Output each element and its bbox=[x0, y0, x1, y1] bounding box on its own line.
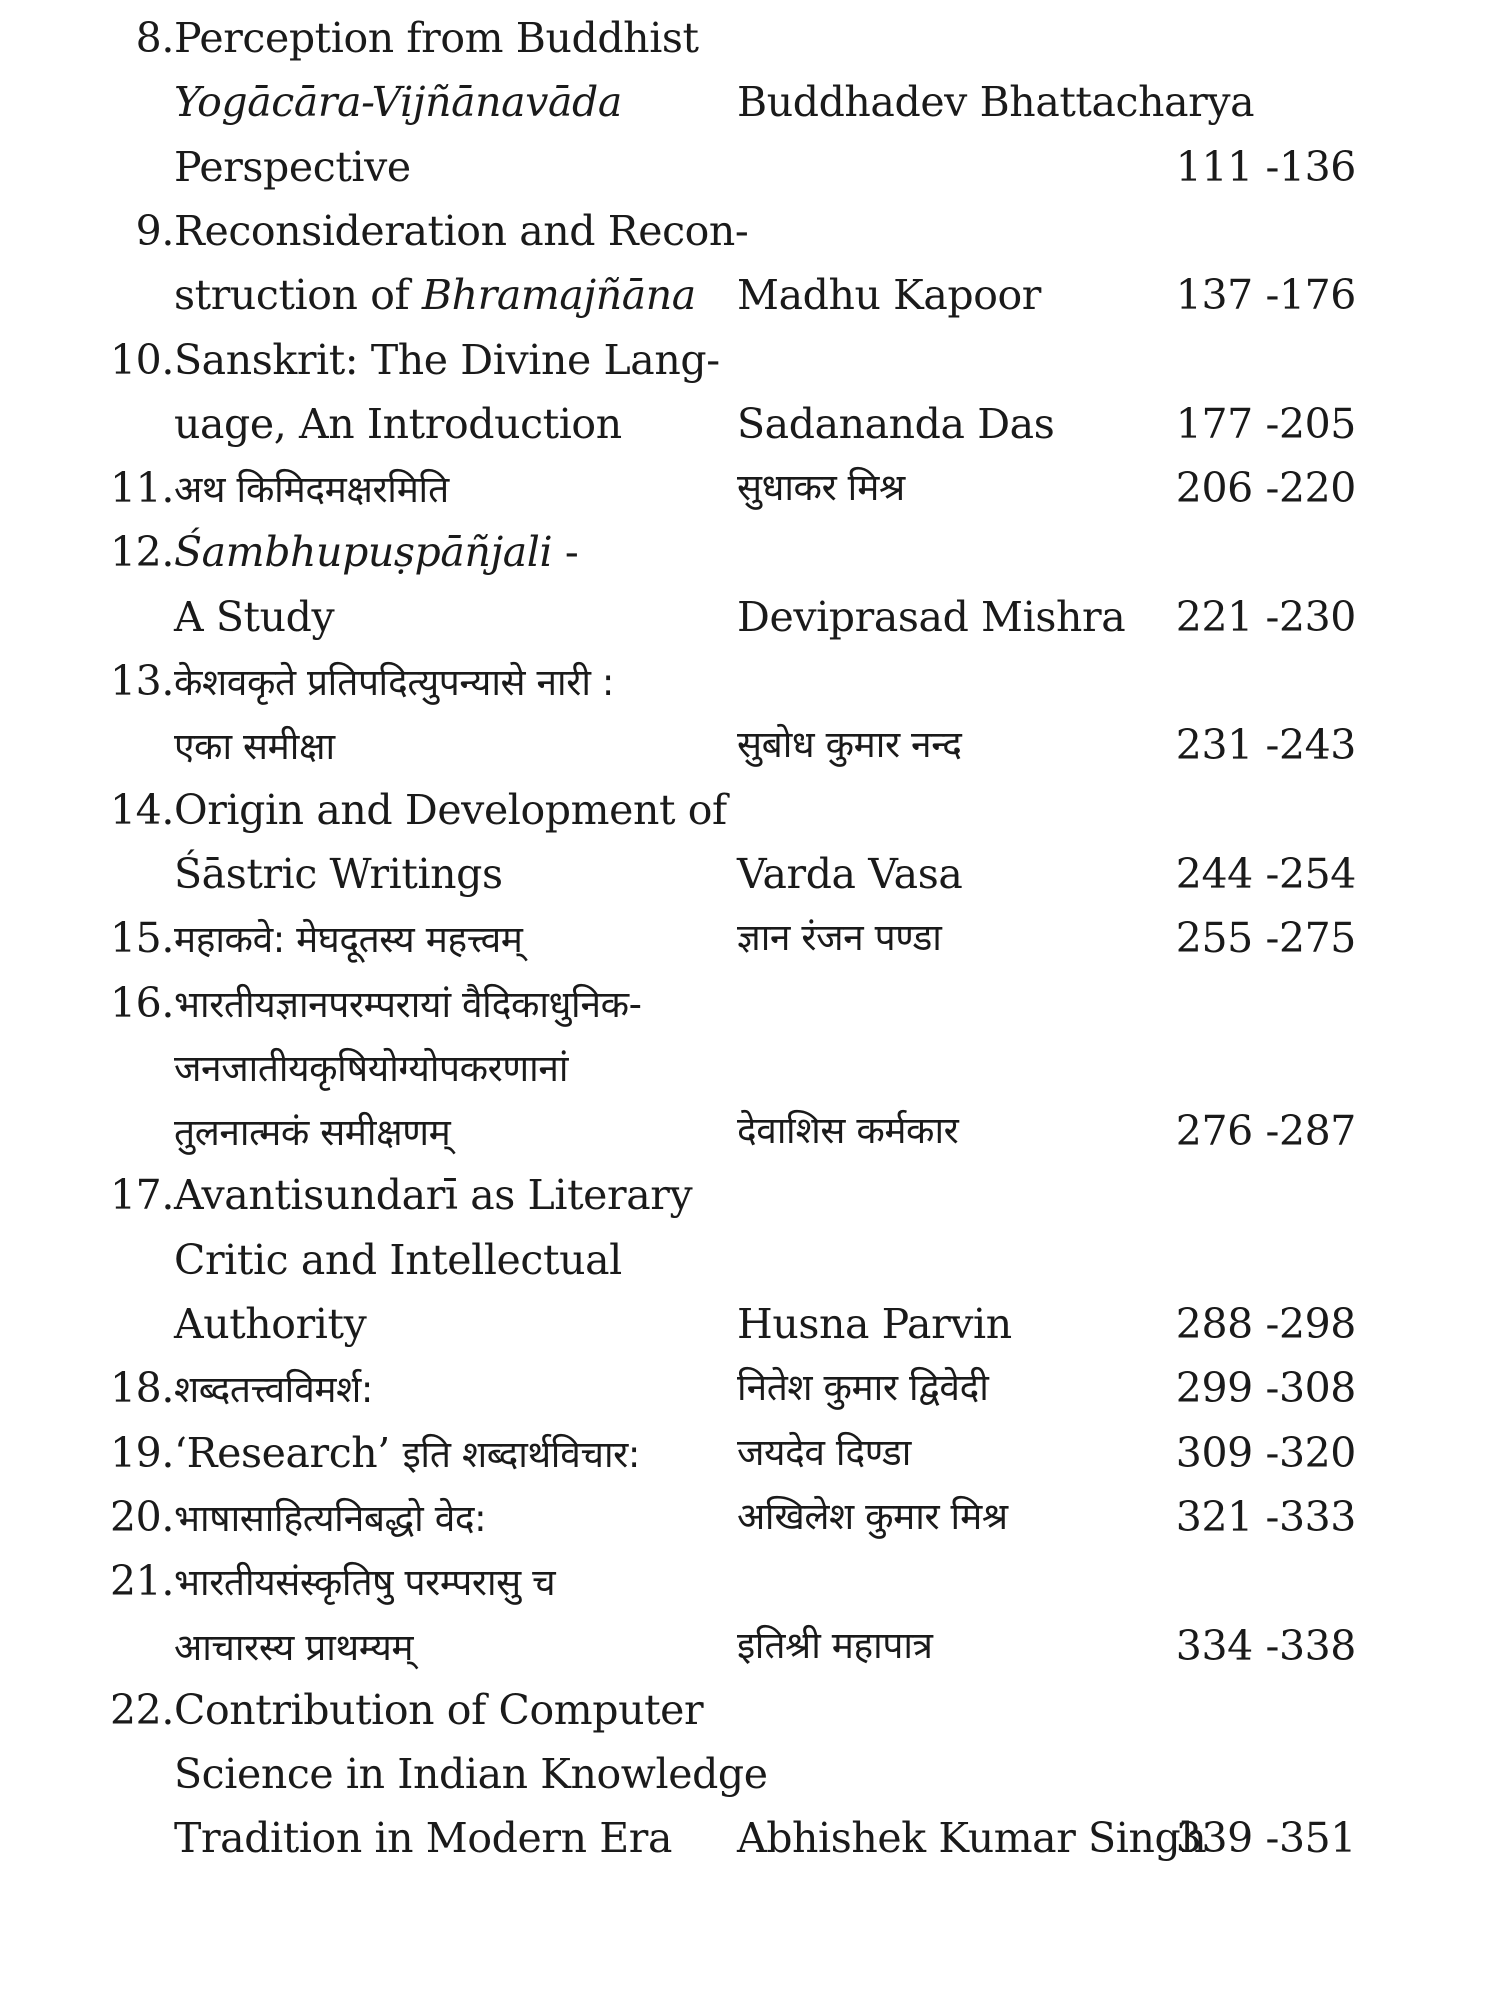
entry-number: 14. bbox=[109, 785, 174, 834]
toc-line bbox=[0, 1356, 1500, 1420]
entry-title-line bbox=[174, 1742, 768, 1806]
toc-line bbox=[0, 1292, 1500, 1356]
entry-page-range: 244 -254 bbox=[1175, 849, 1356, 898]
title-segment: A Study bbox=[174, 592, 335, 641]
entry-author: नितेश कुमार द्विवेदी bbox=[737, 1366, 989, 1410]
toc-line bbox=[0, 842, 1500, 906]
entry-title-line bbox=[174, 1421, 640, 1487]
entry-author: जयदेव दिण्डा bbox=[737, 1430, 911, 1474]
title-segment: Śambhupuṣpāñjali bbox=[174, 528, 553, 577]
toc-line bbox=[0, 1228, 1500, 1292]
title-segment: uage, An Introduction bbox=[174, 399, 622, 448]
entry-author: ज्ञान रंजन पण्डा bbox=[737, 916, 942, 960]
title-segment: आचारस्य प्राथम्यम् bbox=[174, 1625, 414, 1669]
title-segment: Bhramajñāna bbox=[421, 271, 696, 320]
entry-page-range: 276 -287 bbox=[1175, 1107, 1356, 1156]
toc-line bbox=[0, 6, 1500, 70]
title-segment: Tradition in Modern Era bbox=[174, 1814, 672, 1863]
title-segment: इति शब्दार्थविचार: bbox=[402, 1432, 640, 1476]
toc-line bbox=[0, 1035, 1500, 1099]
entry-title-line bbox=[174, 1228, 622, 1292]
toc-line bbox=[0, 199, 1500, 263]
entry-title-line bbox=[174, 6, 699, 70]
entry-author: Deviprasad Mishra bbox=[737, 592, 1126, 641]
entry-author: देवाशिस कर्मकार bbox=[737, 1109, 959, 1153]
entry-page-range: 137 -176 bbox=[1175, 271, 1356, 320]
title-segment: Perspective bbox=[174, 142, 411, 191]
entry-author: Sadananda Das bbox=[737, 399, 1055, 448]
entry-title-line bbox=[174, 456, 449, 522]
title-segment: शब्दतत्त्वविमर्श: bbox=[174, 1368, 373, 1412]
entry-number: 11. bbox=[109, 464, 174, 513]
toc-line bbox=[0, 713, 1500, 777]
entry-page-range: 231 -243 bbox=[1175, 721, 1356, 770]
toc-line bbox=[0, 1099, 1500, 1163]
title-segment: Śāstric Writings bbox=[174, 849, 503, 898]
title-segment: Avantisundarī as Literary bbox=[174, 1171, 693, 1220]
entry-page-range: 206 -220 bbox=[1175, 464, 1356, 513]
entry-author: सुबोध कुमार नन्द bbox=[737, 723, 962, 767]
entry-author: Buddhadev Bhattacharya bbox=[737, 78, 1255, 127]
entry-number: 17. bbox=[109, 1171, 174, 1220]
entry-number: 20. bbox=[109, 1492, 174, 1541]
toc-line bbox=[0, 1806, 1500, 1870]
entry-title-line bbox=[174, 199, 748, 263]
entry-number: 16. bbox=[109, 978, 174, 1027]
title-segment: ‘Research’ bbox=[174, 1428, 403, 1477]
entry-title-line bbox=[174, 778, 727, 842]
entry-title-line bbox=[174, 1356, 373, 1422]
title-segment: struction of bbox=[174, 271, 422, 320]
title-segment: Sanskrit: The Divine Lang- bbox=[174, 335, 720, 384]
entry-number: 13. bbox=[109, 657, 174, 705]
toc-line bbox=[0, 135, 1500, 199]
toc-line bbox=[0, 585, 1500, 649]
entry-author: Varda Vasa bbox=[737, 849, 963, 898]
title-segment: Origin and Development of bbox=[174, 785, 727, 834]
entry-author: Abhishek Kumar Singh bbox=[737, 1814, 1207, 1863]
toc-line bbox=[0, 778, 1500, 842]
entry-page-range: 177 -205 bbox=[1175, 399, 1356, 448]
entry-page-range: 111 -136 bbox=[1175, 142, 1356, 191]
title-segment: जनजातीयकृषियोग्योपकरणानां bbox=[174, 1046, 569, 1090]
title-segment: Yogācāra-Vijñānavāda bbox=[174, 78, 622, 127]
entry-title-line bbox=[174, 842, 503, 906]
title-segment: Reconsideration and Recon- bbox=[174, 206, 749, 255]
title-segment: Contribution of Computer bbox=[174, 1685, 704, 1734]
toc-line bbox=[0, 1485, 1500, 1549]
entry-title-line bbox=[174, 906, 522, 972]
toc-line bbox=[0, 392, 1500, 456]
toc-line bbox=[0, 520, 1500, 584]
entry-page-range: 309 -320 bbox=[1175, 1428, 1356, 1477]
toc-line bbox=[0, 1549, 1500, 1613]
entry-number: 22. bbox=[109, 1685, 174, 1734]
entry-page-range: 221 -230 bbox=[1175, 592, 1356, 641]
entry-author: अखिलेश कुमार मिश्र bbox=[737, 1494, 1008, 1538]
entry-title-line bbox=[174, 585, 334, 649]
toc-line bbox=[0, 456, 1500, 520]
entry-number: 18. bbox=[109, 1364, 174, 1413]
entry-number: 12. bbox=[109, 528, 174, 577]
title-segment: एका समीक्षा bbox=[174, 725, 335, 769]
entry-title-line bbox=[174, 971, 642, 1037]
title-segment: - bbox=[552, 528, 579, 577]
toc-line bbox=[0, 328, 1500, 392]
entry-page-range: 334 -338 bbox=[1175, 1621, 1356, 1670]
entry-author: Madhu Kapoor bbox=[737, 271, 1042, 320]
entry-author: इतिश्री महापात्र bbox=[737, 1623, 933, 1667]
entry-title-line bbox=[174, 328, 720, 392]
title-segment: महाकवे: मेघदूतस्य महत्त्वम् bbox=[174, 918, 523, 962]
entry-title-line bbox=[174, 1549, 555, 1615]
title-segment: तुलनात्मकं समीक्षणम् bbox=[174, 1111, 451, 1155]
entry-title-line bbox=[174, 1163, 692, 1227]
entry-number: 15. bbox=[109, 914, 174, 963]
entry-page-range: 255 -275 bbox=[1175, 914, 1356, 963]
entry-title-line bbox=[174, 520, 578, 584]
title-segment: अथ किमिदमक्षरमिति bbox=[174, 468, 449, 512]
entry-number: 9. bbox=[135, 206, 174, 255]
title-segment: केशवकृते प्रतिपदित्युपन्यासे नारी : bbox=[174, 661, 614, 704]
title-segment: Science in Indian Knowledge bbox=[174, 1750, 768, 1799]
entry-title-line bbox=[174, 135, 411, 199]
entry-title-line bbox=[174, 1806, 672, 1870]
entry-number: 10. bbox=[109, 335, 174, 384]
toc-line bbox=[0, 1614, 1500, 1678]
entry-title-line bbox=[174, 713, 335, 779]
toc-line bbox=[0, 1742, 1500, 1806]
entry-number: 21. bbox=[109, 1557, 174, 1606]
title-segment: भाषासाहित्यनिबद्धो वेद: bbox=[174, 1496, 487, 1540]
title-segment: Critic and Intellectual bbox=[174, 1235, 622, 1284]
entry-page-range: 321 -333 bbox=[1175, 1492, 1356, 1541]
entry-title-line bbox=[174, 1485, 486, 1551]
toc-line bbox=[0, 971, 1500, 1035]
entry-title-line bbox=[174, 392, 622, 456]
entry-page-range: 299 -308 bbox=[1175, 1364, 1356, 1413]
toc-line bbox=[0, 649, 1500, 713]
title-segment: Perception from Buddhist bbox=[174, 14, 699, 62]
title-segment: भारतीयसंस्कृतिषु परम्परासु च bbox=[174, 1561, 556, 1605]
entry-number: 8. bbox=[135, 14, 174, 62]
toc-line bbox=[0, 1678, 1500, 1742]
entry-page-range: 339 -351 bbox=[1175, 1814, 1356, 1863]
toc-line bbox=[0, 263, 1500, 327]
entry-title-line bbox=[174, 649, 614, 715]
entry-title-line bbox=[174, 1035, 568, 1101]
entry-title-line bbox=[174, 70, 622, 134]
toc-line bbox=[0, 70, 1500, 134]
toc-line bbox=[0, 1163, 1500, 1227]
entry-number: 19. bbox=[109, 1428, 174, 1477]
entry-title-line bbox=[174, 1099, 450, 1165]
entry-page-range: 288 -298 bbox=[1175, 1300, 1356, 1348]
entry-title-line bbox=[174, 1292, 366, 1356]
title-segment: Authority bbox=[174, 1300, 367, 1348]
entry-title-line bbox=[174, 1614, 413, 1680]
entry-title-line bbox=[174, 1678, 703, 1742]
title-segment: भारतीयज्ञानपरम्परायां वैदिकाधुनिक- bbox=[174, 982, 642, 1026]
toc-line bbox=[0, 906, 1500, 970]
entry-title-line bbox=[174, 263, 696, 327]
entry-author: सुधाकर मिश्र bbox=[737, 466, 905, 510]
toc-line bbox=[0, 1421, 1500, 1485]
entry-author: Husna Parvin bbox=[737, 1300, 1012, 1348]
